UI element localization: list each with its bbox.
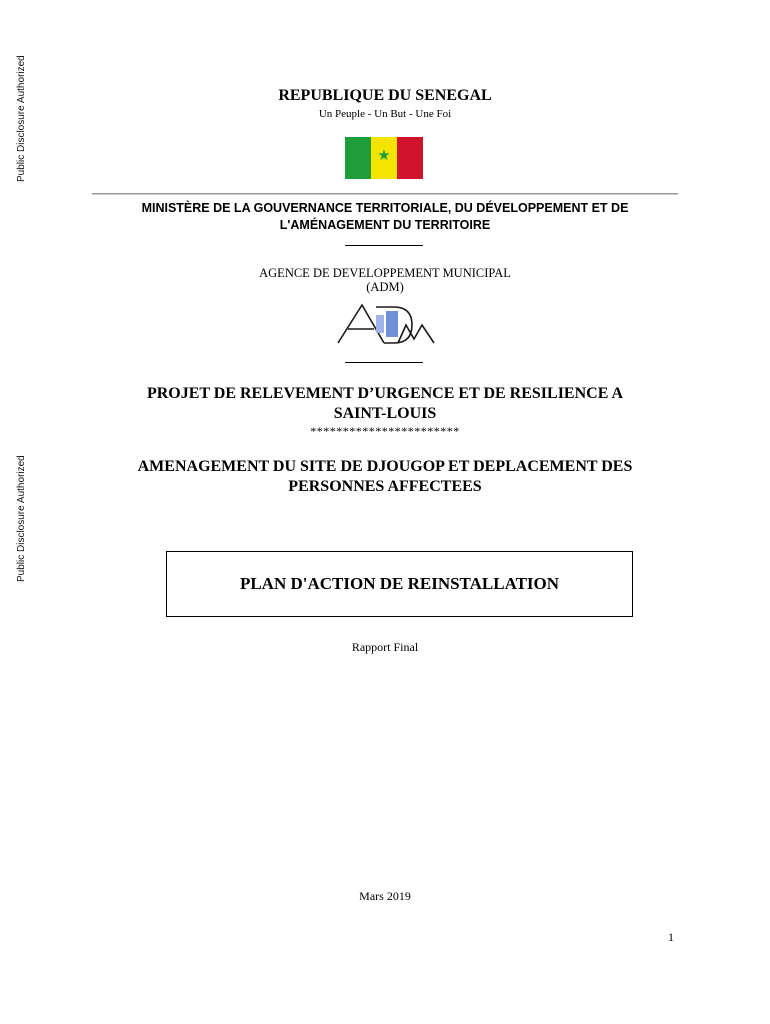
- ministry-divider: [345, 245, 423, 246]
- document-title-box: [166, 551, 633, 617]
- ministry-line-1: MINISTÈRE DE LA GOUVERNANCE TERRITORIALE, DU DÉVELOPPEMENT ET DE: [141, 201, 629, 215]
- flag-star-icon: ★: [377, 148, 391, 164]
- project-title-line-2: SAINT-LOUIS: [333, 405, 437, 422]
- ministry-line-2: L'AMÉNAGEMENT DU TERRITOIRE: [279, 218, 491, 232]
- asterisk-separator: ***********************: [310, 424, 460, 438]
- disclosure-label-top: Public Disclosure Authorized: [16, 55, 27, 182]
- disclosure-label-bottom: Public Disclosure Authorized: [16, 455, 27, 582]
- report-date: Mars 2019: [359, 889, 411, 903]
- senegal-flag: [345, 137, 423, 179]
- ministry-name: [92, 200, 678, 234]
- agency-acronym: (ADM): [366, 280, 404, 294]
- header-divider: [92, 193, 678, 195]
- subject-title-line-1: AMENAGEMENT DU SITE DE DJOUGOP ET DEPLACEMENT DES: [137, 458, 633, 475]
- subject-title: [0, 457, 770, 497]
- document-title: PLAN D'ACTION DE REINSTALLATION: [239, 574, 560, 593]
- national-motto: Un Peuple - Un But - Une Foi: [318, 108, 452, 120]
- agency-name: AGENCE DE DEVELOPPEMENT MUNICIPAL: [259, 266, 511, 280]
- country-title: REPUBLIQUE DU SENEGAL: [278, 87, 492, 104]
- agency-divider: [345, 362, 423, 363]
- flag-red-band: [397, 137, 423, 179]
- flag-yellow-band: [371, 137, 397, 179]
- flag-green-band: [345, 137, 371, 179]
- report-status: Rapport Final: [351, 640, 419, 654]
- project-title-line-1: PROJET DE RELEVEMENT D’URGENCE ET DE RESILIENCE A: [146, 385, 624, 402]
- agency-block: [0, 266, 770, 294]
- page-number: 1: [668, 930, 674, 944]
- subject-title-line-2: PERSONNES AFFECTEES: [288, 478, 482, 495]
- adm-logo: [336, 299, 436, 345]
- project-title: [0, 384, 770, 424]
